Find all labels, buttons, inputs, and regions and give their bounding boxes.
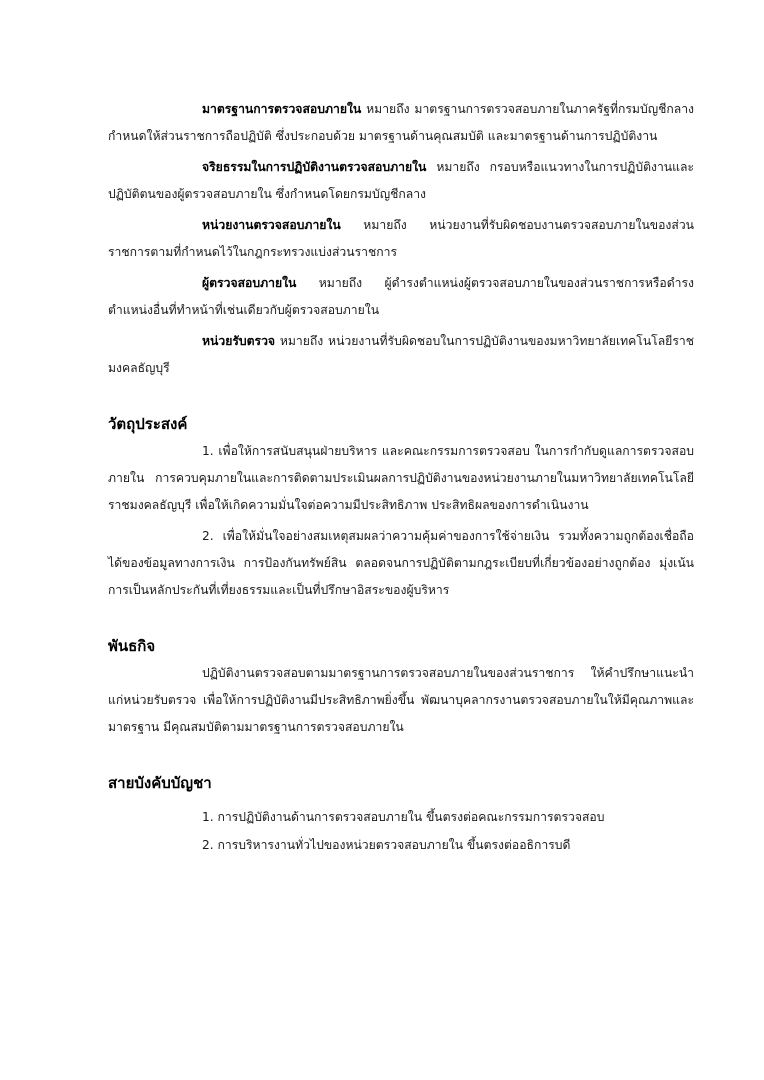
definition-audit-unit (108, 212, 694, 266)
definition-auditor (108, 270, 694, 324)
definition-auditee-text: หมายถึง หน่วยงานที่รับผิดชอบในการปฏิบัติงานของมหาวิทยาลัยเทคโนโลยีราชมงคลธัญบุรี (108, 334, 694, 375)
objective-item: 2. เพื่อให้มั่นใจอย่างสมเหตุสมผลว่าความคุ้มค่าของการใช้จ่ายเงิน รวมทั้งความถูกต้องเชื่อถือได้ของข้อมูลทางการเงิน การป้องกันทรัพย์สิน ตลอดจนการปฏิบัติตามกฎระเบียบที่เกี่ยวข้องอย่างถูกต้อง มุ่งเน้นการเป็นหลักประกันที่เที่ยงธรรมและเป็นที่ปรึกษาอิสระของผู้บริหาร (108, 529, 694, 597)
chain-of-command-list (108, 803, 694, 859)
chain-item: 1. การปฏิบัติงานด้านการตรวจสอบภายใน ขึ้นตรงต่อคณะกรรมการตรวจสอบ (202, 810, 605, 824)
objective-item: 1. เพื่อให้การสนับสนุนฝ่ายบริหาร และคณะกรรมการตรวจสอบ ในการกำกับดูแลการตรวจสอบภายใน การควบคุมภายในและการติดตามประเมินผลการปฏิบัติงานของหน่วยงานภายในมหาวิทยาลัยเทคโนโลยีราชมงคลธัญบุรี เพื่อให้เกิดความมั่นใจต่อความมีประสิทธิภาพ ประสิทธิผลของการดำเนินงาน (108, 444, 694, 512)
definition-auditee (108, 328, 694, 382)
term-ethics: จริยธรรมในการปฏิบัติงานตรวจสอบภายใน (202, 160, 427, 174)
term-standards: มาตรฐานการตรวจสอบภายใน (202, 102, 362, 116)
definition-standards (108, 96, 694, 150)
objectives-heading: วัตถุประสงค์ (108, 415, 188, 433)
chain-of-command-heading: สายบังคับบัญชา (108, 774, 212, 792)
chain-item: 2. การบริหารงานทั่วไปของหน่วยตรวจสอบภายใน ขึ้นตรงต่ออธิการบดี (202, 838, 571, 852)
term-auditee: หน่วยรับตรวจ (202, 334, 276, 348)
definition-standards-text: หมายถึง มาตรฐานการตรวจสอบภายในภาครัฐที่กรมบัญชีกลางกำหนดให้ส่วนราชการถือปฏิบัติ ซึ่งประกอบด้วย มาตรฐานด้านคุณสมบัติ และมาตรฐานด้านการปฏิบัติงาน (108, 102, 694, 143)
definition-audit-unit-text: หมายถึง หน่วยงานที่รับผิดชอบงานตรวจสอบภายในของส่วนราชการตามที่กำหนดไว้ในกฎกระทรวงแบ่งส่วนราชการ (108, 218, 694, 259)
term-auditor: ผู้ตรวจสอบภายใน (202, 276, 297, 290)
definition-auditor-text: หมายถึง ผู้ดำรงตำแหน่งผู้ตรวจสอบภายในของส่วนราชการหรือดำรงตำแหน่งอื่นที่ทำหน้าที่เช่นเดียวกับผู้ตรวจสอบภายใน (108, 276, 694, 317)
definition-ethics-text: หมายถึง กรอบหรือแนวทางในการปฏิบัติงานและปฏิบัติตนของผู้ตรวจสอบภายใน ซึ่งกำหนดโดยกรมบัญชีกลาง (108, 160, 694, 201)
mission-text: ปฏิบัติงานตรวจสอบตามมาตรฐานการตรวจสอบภายในของส่วนราชการ ให้คำปรึกษาแนะนำแก่หน่วยรับตรวจ เพื่อให้การปฏิบัติงานมีประสิทธิภาพยิ่งขึ้น พัฒนาบุคลากรงานตรวจสอบภายในให้มีคุณภาพและมาตรฐาน มีคุณสมบัติตามมาตรฐานการตรวจสอบภายใน (108, 666, 694, 734)
term-audit-unit: หน่วยงานตรวจสอบภายใน (202, 218, 341, 232)
definition-ethics (108, 154, 694, 208)
mission-heading: พันธกิจ (108, 637, 156, 655)
document-body (108, 96, 694, 859)
